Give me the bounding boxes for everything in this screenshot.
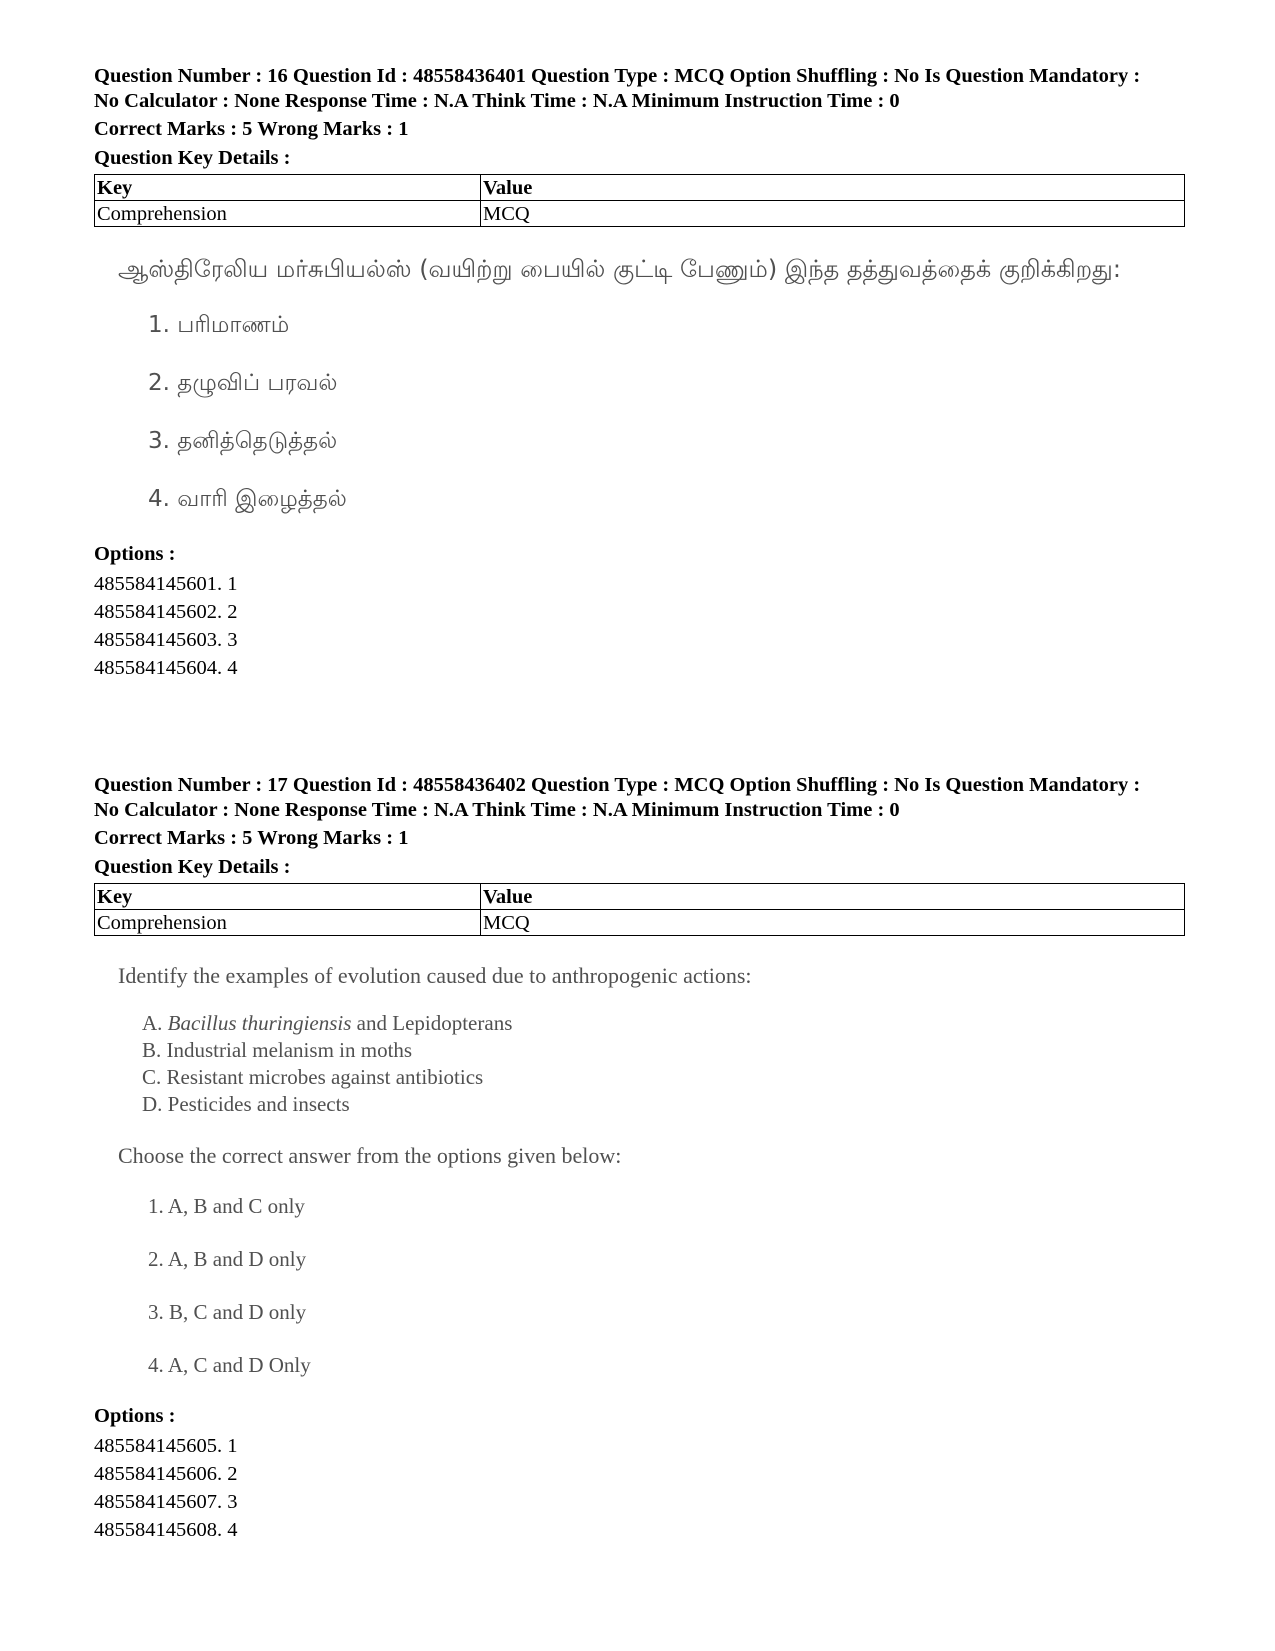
table-cell-value: MCQ (481, 910, 1185, 936)
table-header-key: Key (95, 884, 481, 910)
options-list (94, 570, 1184, 682)
key-details-label: Question Key Details : (94, 147, 291, 169)
statement-text: Pesticides and insects (167, 1092, 350, 1116)
options-label: Options : (94, 1405, 176, 1427)
question-block-17 (94, 773, 1184, 1544)
choice-list (148, 1192, 1184, 1379)
choose-instruction: Choose the correct answer from the options given below: (118, 1143, 622, 1168)
question-image (118, 962, 1184, 1379)
key-details-label: Question Key Details : (94, 856, 291, 878)
choice-item: 4. வாரி இழைத்தல் (148, 486, 347, 512)
table-header-row (95, 884, 1185, 910)
question-stem: ஆஸ்திரேலிய மர்சுபியல்ஸ் (வயிற்று பையில் குட்டி பேணும்) இந்த தத்துவத்தைக் குறிக்கிறது: (118, 255, 1121, 283)
statement-label: A. (142, 1011, 163, 1035)
statement-text: and Lepidopterans (351, 1011, 513, 1035)
question-meta-line-2: No Calculator : None Response Time : N.A Think Time : N.A Minimum Instruction Time : 0 (94, 89, 900, 112)
question-meta-line-1: Question Number : 16 Question Id : 48558436401 Question Type : MCQ Option Shuffling : No Is Question Mandatory : (94, 65, 1141, 87)
options-label: Options : (94, 543, 176, 565)
choice-item: 1. A, B and C only (148, 1194, 305, 1218)
option-item: 485584145604. 4 (94, 657, 238, 679)
options-list (94, 1432, 1184, 1544)
statement-label: C. (142, 1065, 162, 1089)
table-header-value: Value (481, 175, 1185, 201)
statement-list (142, 1010, 1184, 1118)
choice-list (148, 310, 1184, 514)
marks-line: Correct Marks : 5 Wrong Marks : 1 (94, 118, 409, 140)
option-item: 485584145601. 1 (94, 573, 238, 595)
marks-line: Correct Marks : 5 Wrong Marks : 1 (94, 827, 409, 849)
option-item: 485584145607. 3 (94, 1491, 238, 1513)
table-row (95, 201, 1185, 227)
table-cell-value: MCQ (481, 201, 1185, 227)
question-block-16 (94, 64, 1184, 682)
option-item: 485584145608. 4 (94, 1519, 238, 1541)
question-meta (94, 773, 1184, 822)
statement-item (142, 1037, 1184, 1064)
choice-item: 1. பரிமாணம் (148, 312, 290, 338)
choice-item: 4. A, C and D Only (148, 1353, 311, 1377)
table-row (95, 910, 1185, 936)
question-meta-line-1: Question Number : 17 Question Id : 48558436402 Question Type : MCQ Option Shuffling : No Is Question Mandatory : (94, 774, 1141, 796)
option-item: 485584145606. 2 (94, 1463, 238, 1485)
question-stem: Identify the examples of evolution caused due to anthropogenic actions: (118, 963, 752, 988)
choice-item: 3. B, C and D only (148, 1300, 307, 1324)
question-image (118, 253, 1184, 514)
table-header-key: Key (95, 175, 481, 201)
choice-item: 2. A, B and D only (148, 1247, 307, 1271)
option-item: 485584145602. 2 (94, 601, 238, 623)
statement-italic: Bacillus thuringiensis (167, 1011, 352, 1035)
choice-item: 3. தனித்தெடுத்தல் (148, 428, 338, 454)
question-meta (94, 64, 1184, 113)
table-header-row (95, 175, 1185, 201)
statement-item (142, 1091, 1184, 1118)
option-item: 485584145605. 1 (94, 1435, 238, 1457)
key-details-table (94, 883, 1185, 936)
table-cell-key: Comprehension (95, 910, 481, 936)
statement-item (142, 1010, 1184, 1037)
table-header-value: Value (481, 884, 1185, 910)
choice-item: 2. தழுவிப் பரவல் (148, 370, 338, 396)
statement-text: Resistant microbes against antibiotics (166, 1065, 484, 1089)
statement-item (142, 1064, 1184, 1091)
statement-text: Industrial melanism in moths (166, 1038, 413, 1062)
question-meta-line-2: No Calculator : None Response Time : N.A Think Time : N.A Minimum Instruction Time : 0 (94, 798, 900, 821)
option-item: 485584145603. 3 (94, 629, 238, 651)
statement-label: D. (142, 1092, 163, 1116)
table-cell-key: Comprehension (95, 201, 481, 227)
statement-label: B. (142, 1038, 162, 1062)
key-details-table (94, 174, 1185, 227)
